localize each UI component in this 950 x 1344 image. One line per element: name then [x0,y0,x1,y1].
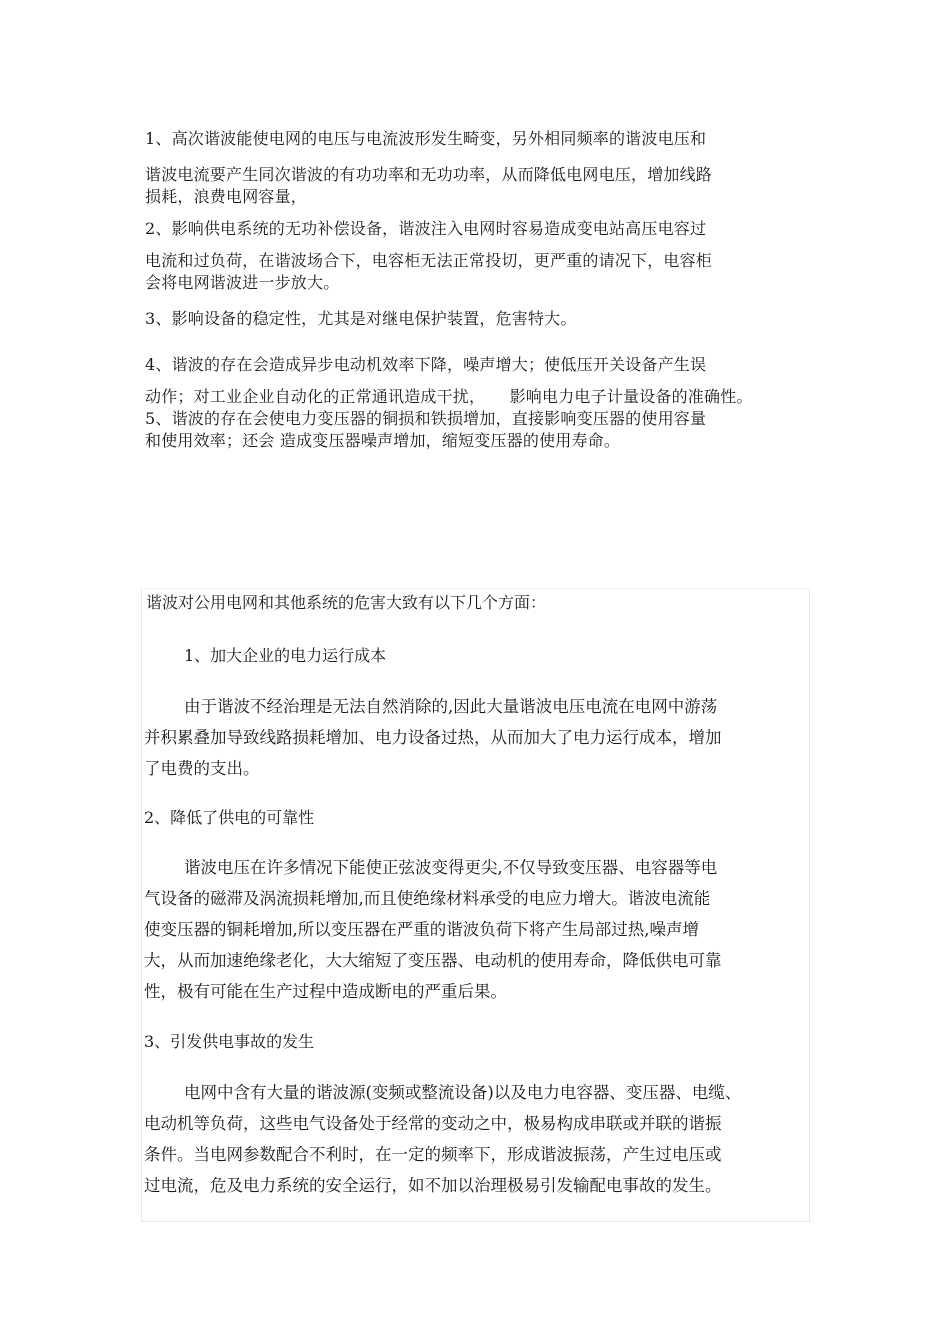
paragraph-line: 过电流，危及电力系统的安全运行，如不加以治理极易引发输配电事故的发生。 [144,1176,722,1195]
item-5-line-1: 5、谐波的存在会使电力变压器的铜损和铁损增加，直接影响变压器的使用容量 [145,409,707,428]
paragraph-reliability [144,852,808,1007]
item-4-line-1: 4、谐波的存在会造成异步电动机效率下降，噪声增大；使低压开关设备产生误 [145,355,707,374]
item-1-line-3: 损耗，浪费电网容量， [145,187,308,206]
item-4-line-2: 动作；对工业企业自动化的正常通讯造成干扰， 影响电力电子计量设备的准确性。 [145,387,753,406]
paragraph-line: 了电费的支出。 [144,759,260,778]
paragraph-line: 电动机等负荷，这些电气设备处于经常的变动之中，极易构成串联或并联的谐振 [144,1114,722,1133]
item-5-line-2: 和使用效率；还会 造成变压器噪声增加，缩短变压器的使用寿命。 [145,431,621,450]
paragraph-line: 电网中含有大量的谐波源(变频或整流设备)以及电力电容器、变压器、电缆、 [184,1083,742,1102]
item-2-line-1: 2、影响供电系统的无功补偿设备，谐波注入电网时容易造成变电站高压电容过 [145,219,707,238]
paragraph-line: 并积累叠加导致线路损耗增加、电力设备过热，从而加大了电力运行成本，增加 [144,728,722,747]
heading-reliability: 2、降低了供电的可靠性 [144,808,315,827]
harm-aspects-box [141,588,810,1222]
paragraph-accidents [144,1077,808,1201]
heading-cost: 1、加大企业的电力运行成本 [184,646,387,665]
paragraph-line: 大，从而加速绝缘老化，大大缩短了变压器、电动机的使用寿命，降低供电可靠 [144,951,722,970]
item-1-line-1: 1、高次谐波能使电网的电压与电流波形发生畸变，另外相同频率的谐波电压和 [145,129,707,148]
harm-list-section [145,124,813,452]
paragraph-line: 谐波电压在许多情况下能使正弦波变得更尖,不仅导致变压器、电容器等电 [184,858,718,877]
paragraph-line: 条件。当电网参数配合不利时，在一定的频率下，形成谐波振荡，产生过电压或 [144,1145,722,1164]
box-intro: 谐波对公用电网和其他系统的危害大致有以下几个方面： [146,593,547,612]
item-3-line-1: 3、影响设备的稳定性，尤其是对继电保护装置，危害特大。 [145,309,577,328]
item-1-line-2: 谐波电流要产生同次谐波的有功功率和无功功率，从而降低电网电压，增加线路 [145,165,713,184]
heading-accidents: 3、引发供电事故的发生 [144,1032,315,1051]
item-2-line-3: 会将电网谐波进一步放大。 [145,273,340,292]
paragraph-line: 性，极有可能在生产过程中造成断电的严重后果。 [144,982,507,1001]
paragraph-line: 使变压器的铜耗增加,所以变压器在严重的谐波负荷下将产生局部过热,噪声增 [144,920,699,939]
paragraph-line: 气设备的磁滞及涡流损耗增加,而且使绝缘材料承受的电应力增大。谐波电流能 [144,889,711,908]
paragraph-line: 由于谐波不经治理是无法自然消除的,因此大量谐波电压电流在电网中游荡 [184,697,718,716]
paragraph-cost [144,691,808,784]
item-2-line-2: 电流和过负荷，在谐波场合下，电容柜无法正常投切，更严重的请况下，电容柜 [145,251,713,270]
